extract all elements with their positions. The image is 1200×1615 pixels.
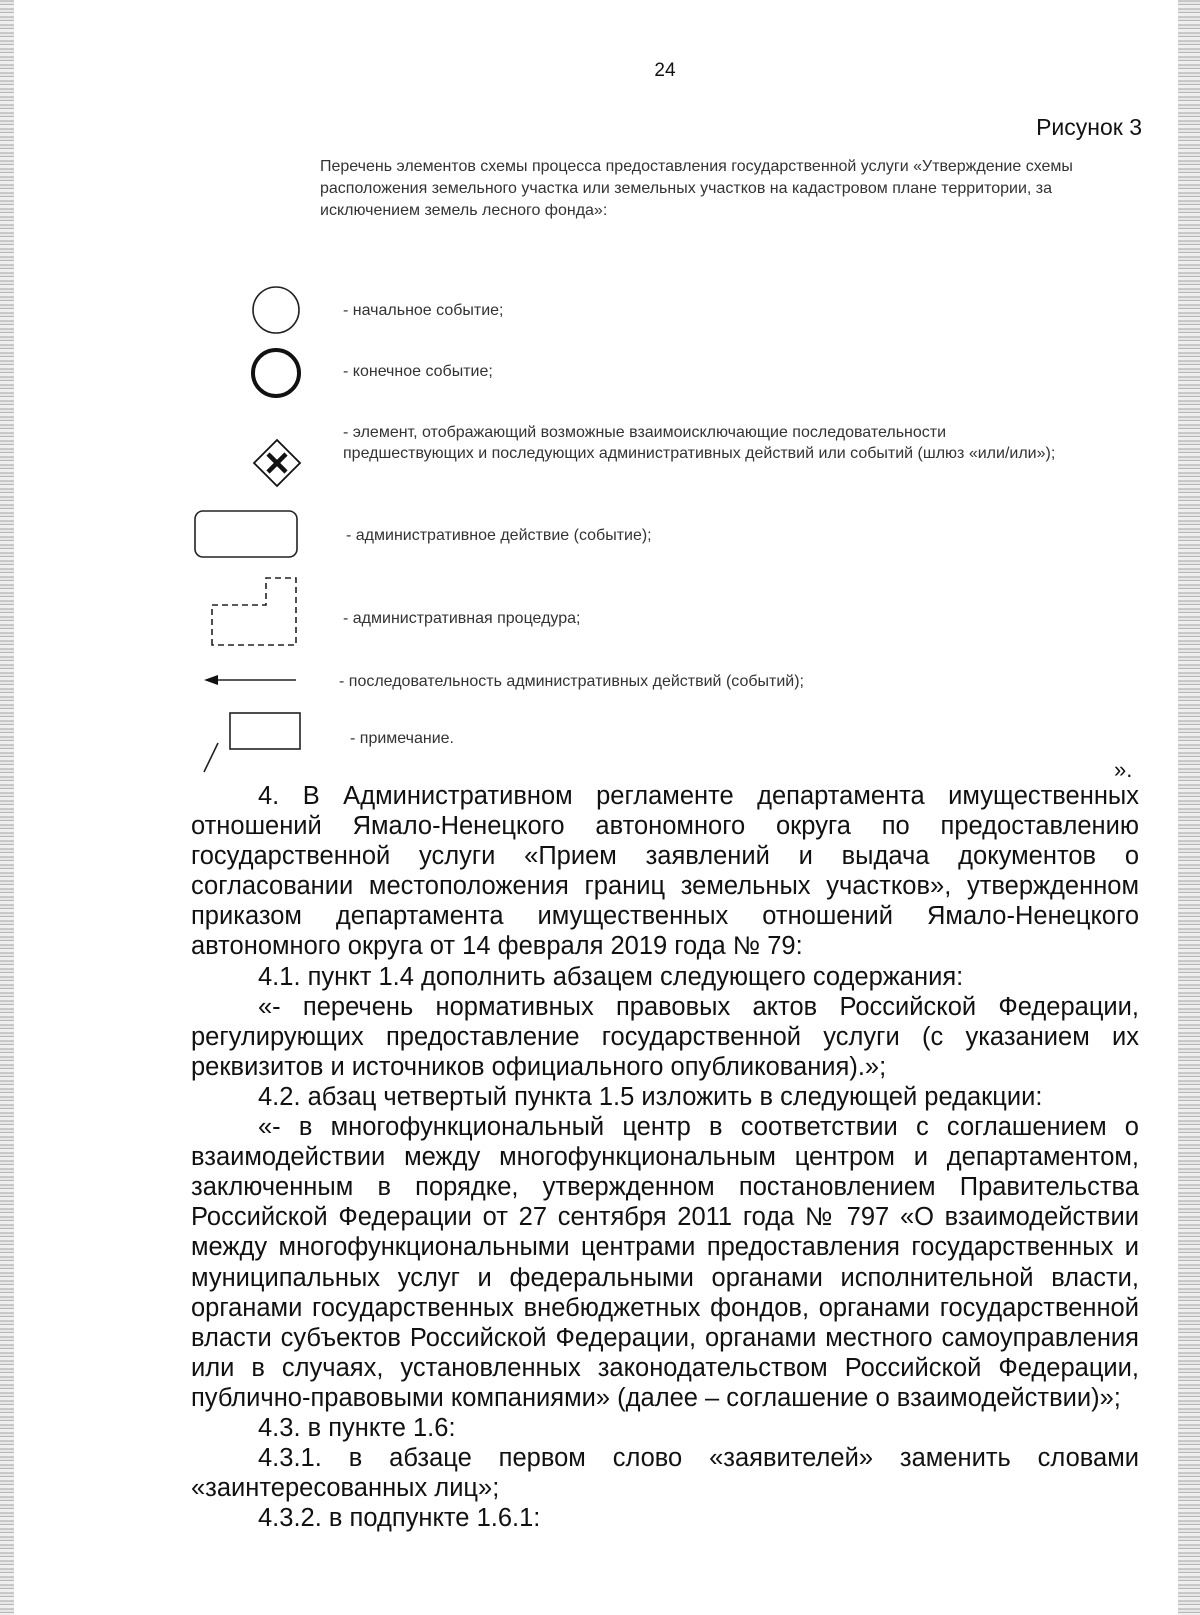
- paragraph-4-2: 4.2. абзац четвертый пункта 1.5 изложить в следующей редакции:: [258, 1082, 1043, 1111]
- start-event-circle-icon: [250, 284, 302, 336]
- end-event-circle-icon: [249, 346, 303, 400]
- note-icon: [200, 710, 304, 774]
- legend-label-end-event: - конечное событие;: [343, 363, 493, 380]
- legend-label-procedure: - административная процедура;: [343, 610, 581, 627]
- legend-label-sequence: - последовательность административных действий (событий);: [339, 673, 804, 690]
- dashed-procedure-icon: [210, 575, 298, 647]
- figure-caption: Рисунок 3: [1036, 114, 1142, 140]
- paragraph-4-3: 4.3. в пункте 1.6:: [258, 1413, 456, 1442]
- rounded-rectangle-icon: [193, 509, 299, 559]
- legend-label-action: - административное действие (событие);: [346, 527, 652, 544]
- legend-label-gateway: - элемент, отображающий возможные взаимоисключающие последовательности предшествующих и последующих административных действий или событий (шлюз «или/или»);: [343, 424, 1056, 462]
- paragraph-4-2-text: «- в многофункциональный центр в соответствии с соглашением о взаимодействии между многофункциональным центром и департаментом, заключенным в порядке, утвержденном постановлением Правительства Российской Федерации от 27 сентября 2011 года № 797 «О взаимодействии между многофункциональными центрами предоставления государственных и муниципальных услуг и федеральными органами исполнительной власти, органами государственных внебюджетных фондов, органами государственной власти субъектов Российской Федерации, органами местного самоуправления или в случаях, установленных законодательством Российской Федерации, публично-правовыми компаниями» (далее – соглашение о взаимодействии)»;: [191, 1113, 1139, 1412]
- legend-closing-quote: ».: [1114, 757, 1133, 782]
- page-number: 24: [654, 60, 676, 81]
- legend-label-note: - примечание.: [350, 730, 454, 747]
- paragraph-4: 4. В Административном регламенте департамента имущественных отношений Ямало-Ненецкого автономного округа по предоставлению государственной услуги «Прием заявлений и выдача документов о согласовании местоположения границ земельных участков», утвержденном приказом департамента имущественных отношений Ямало-Ненецкого автономного округа от 14 февраля 2019 года № 79:: [191, 782, 1139, 961]
- scan-edge-left: [0, 0, 14, 1615]
- paragraph-4-1: 4.1. пункт 1.4 дополнить абзацем следующего содержания:: [258, 962, 964, 991]
- amendment-text: [191, 781, 1139, 1533]
- xor-gateway-icon: [252, 438, 302, 488]
- arrow-left-icon: [202, 672, 298, 688]
- scan-edge-right: [1178, 0, 1200, 1615]
- paragraph-4-1-text: «- перечень нормативных правовых актов Российской Федерации, регулирующих предоставление государственной услуги (с указанием их реквизитов и источников официального опубликования).»;: [191, 992, 1139, 1081]
- paragraph-4-3-2: 4.3.2. в подпункте 1.6.1:: [258, 1504, 541, 1533]
- legend-title: Перечень элементов схемы процесса предоставления государственной услуги «Утверждение схемы расположения земельного участка или земельных участков на кадастровом плане территории, за исключением земель лесного фонда»:: [320, 158, 1073, 219]
- legend-label-start-event: - начальное событие;: [343, 302, 504, 319]
- paragraph-4-3-1: 4.3.1. в абзаце первом слово «заявителей» заменить словами «заинтересованных лиц»;: [191, 1444, 1139, 1503]
